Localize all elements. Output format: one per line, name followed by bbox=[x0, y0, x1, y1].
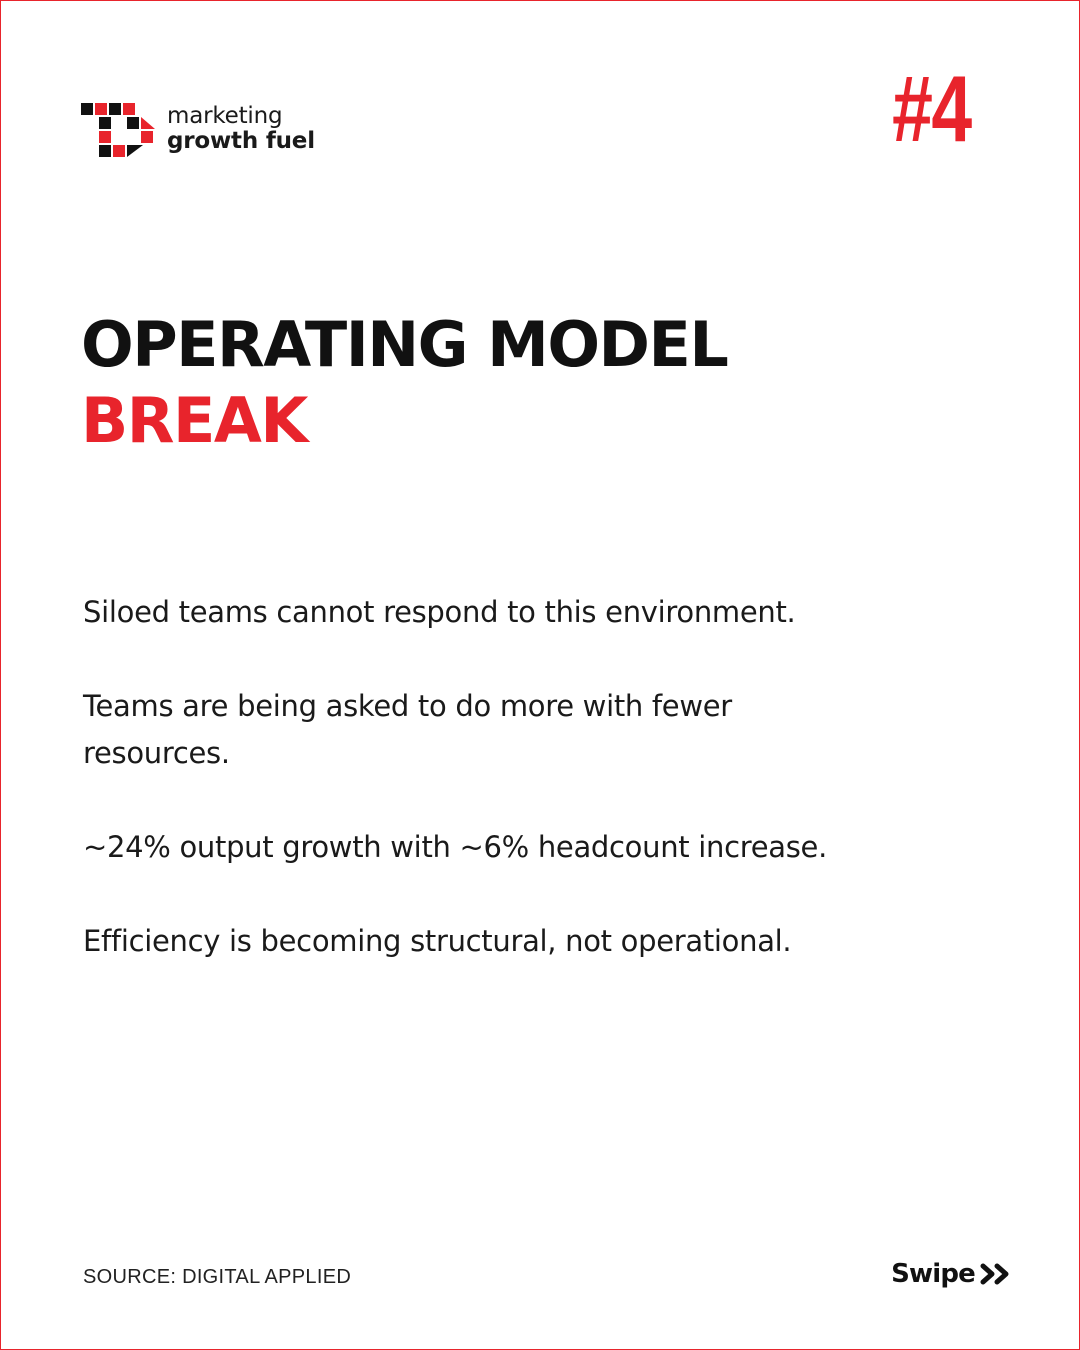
body-paragraph: Teams are being asked to do more with fewer resources. bbox=[83, 689, 732, 770]
body-paragraph: Siloed teams cannot respond to this environment. bbox=[83, 595, 796, 629]
swipe-button[interactable] bbox=[891, 1259, 1015, 1289]
source-credit: SOURCE: DIGITAL APPLIED bbox=[83, 1266, 352, 1288]
brand-name bbox=[167, 104, 315, 154]
title-line-1: OPERATING MODEL bbox=[81, 308, 728, 381]
body-text bbox=[83, 589, 943, 1012]
brand-line-1: marketing bbox=[167, 103, 283, 129]
slide-number: #4 bbox=[892, 56, 971, 161]
body-paragraph: ~24% output growth with ~6% headcount increase. bbox=[83, 830, 828, 864]
body-paragraph: Efficiency is becoming structural, not operational. bbox=[83, 924, 792, 958]
brand-logo bbox=[81, 99, 315, 159]
double-chevron-right-icon bbox=[979, 1263, 1015, 1285]
swipe-label: Swipe bbox=[891, 1259, 975, 1289]
brand-line-2: growth fuel bbox=[167, 128, 315, 154]
slide-title bbox=[81, 307, 727, 459]
title-line-2: BREAK bbox=[81, 384, 307, 457]
logo-mark-icon bbox=[81, 99, 159, 159]
